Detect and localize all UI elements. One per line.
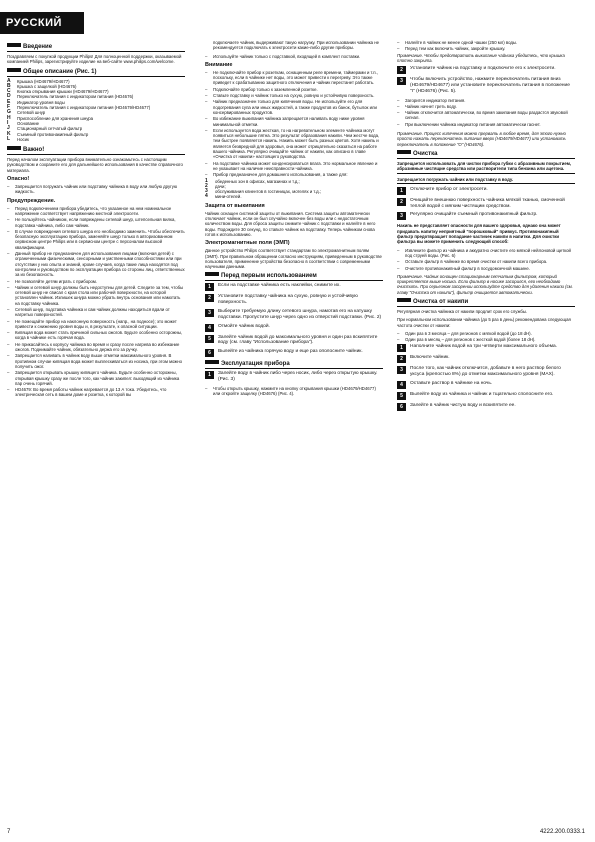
step-item [397,77,575,94]
step-text: Регулярно очищайте съемный противонакипный фильтр. [410,212,538,218]
item-key: 2 [205,182,208,189]
bullet-item [205,172,383,177]
step-number: 6 [397,403,406,411]
using-list [205,386,383,397]
bullet-item [7,251,185,277]
step-item [205,324,383,332]
step-text: Оставьте раствор в чайнике на ночь. [410,381,493,387]
cleaning-steps [397,187,575,221]
step-item [397,187,575,195]
step-text: Отключите прибор от электросети. [410,186,488,192]
section-descaling-title: Очистка от накипи [397,298,575,307]
bullet-text: Перед подключением прибора убедитесь, что указанное на нем номинальное напряжение соответствует напряжению местной электросети. [15,205,172,216]
bullet-item [205,99,383,115]
bullet-text: Один раз в 3 месяца – для регионов с мягкой водой (до 18 dH). [405,330,532,336]
step-number: 3 [397,212,406,220]
step-number: 1 [397,187,406,195]
bullet-text: Чайник предназначен только для кипячения воды. Не используйте его для подогревания супа или иных жидкостей, а также продуктов из банок, бутылок или консервированных продуктов. [213,99,377,115]
descaling-list [397,331,575,343]
bullet-item [397,46,575,51]
step-number: 1 [397,344,406,352]
step-item [205,371,383,383]
bullet-item [205,93,383,98]
step-number: 4 [397,381,406,389]
bullet-item [205,128,383,160]
step-text: Установите подставку чайника на сухую, ровную и устойчивую поверхность. [218,294,358,306]
item-text: Носик [17,136,29,142]
step-text: Вылейте воду из чайника и чайник и тщательно сполосните его. [410,392,554,398]
run-list [397,98,575,127]
bullet-item [397,98,575,103]
bullet-text: Кипящая вода может стать причиной сильных ожогов. Будьте особенно осторожны, когда в чайнике есть горячая вода. [15,330,183,341]
step-text: Выберите требуемую длину сетевого шнура, намотав его на катушку подставки. Пропустите шнур через одно из отверстий подставки. (Рис. 2) [218,308,382,320]
bullet-text: Чайник начнет греть воду. [405,103,457,109]
step-item [397,403,575,411]
bullet-mark: – [7,318,10,324]
language-tab: РУССКИЙ [0,12,84,34]
step-item [205,309,383,321]
bullet-text: Чтобы открыть крышку, нажмите на кнопку открывания крышки (HD4679/HD4677) или откройте защелку (HD4676) (Рис. 4). [213,385,376,397]
bullet-text: Если используется вода жесткая, то на нагревательном элементе чайника могут появиться небольшие пятна. Это результат образования накипи. Чем жестче вода, тем быстрее появляется накипь. Накипь может быть разных цветов. Хотя накипь и является безвредной для здоровья, она может отрицательно сказаться на работе вашего чайника. Регулярно очищайте чайник от накипи, как описано в главе «Очистка от накипи» настоящего руководства. [213,127,380,160]
bullet-item [7,285,185,306]
cleaning-warning-2: Запрещается погружать чайник или подставку в воду. [397,177,575,184]
bullet-mark: – [7,330,10,336]
item-key: F [7,104,11,111]
step-number: 2 [397,198,406,206]
bullet-mark: – [205,160,208,166]
section-important-title: Важно! [7,146,185,155]
cleaning-warning-1: Запрещается использовать для чистки прибора губки с абразивным покрытием, абразивные чистящие средства или растворители типа бензина или ацетона. [397,161,575,174]
bullet-item [397,331,575,336]
bullet-mark: – [397,330,400,336]
item-key: I [7,119,9,126]
section-cleaning-title: Очистка [397,150,575,159]
bullet-item [205,70,383,86]
bullet-text: Во избежание выкипания чайника запрещается наливать воду ниже уровня минимальной отметки. [213,116,365,127]
bullet-text: Прибор предназначен для домашнего использования, а также для: [213,172,348,178]
danger-list [7,184,185,195]
bullet-text: Подключайте прибор только к заземленной розетке. [213,86,318,92]
bullet-item [205,116,383,127]
section-using-title: Эксплуатация прибора [205,360,383,369]
bullet-text: В случае повреждения сетевого шнура его необходимо заменить. Чтобы обеспечить безопасную эксплуатацию прибора, заменяйте шнур только в авторизованном сервисном центре Philips или в сервисном центре с персоналом высокой квалификации. [15,228,185,250]
bullet-item [7,184,185,195]
labeled-item [7,137,185,142]
important-text: Перед началом эксплуатации прибора внимательно ознакомьтесь с настоящим руководством и сохраните его для дальнейшего использования в качестве справочного материала. [7,157,183,173]
bullet-text: На подставке чайника может конденсироваться влага. Это нормальное явление и не указывает на наличие неисправности чайника. [213,160,378,171]
bullet-item [205,161,383,172]
bullet-text: Ставьте подставку и чайник только на сухую, ровную и устойчивую поверхность. [213,93,375,99]
bullet-mark: – [7,353,10,359]
step-item [205,294,383,306]
bullet-item [7,370,185,386]
bullet-item [397,248,575,259]
continued-list [205,54,383,59]
protection-title: Защита от выкипания [205,202,265,209]
step-text: После того, как чайник отключится, добавьте в него раствор белого уксуса (крепостью 8%) до отметки максимального уровня (MAX). [410,366,561,378]
step-number: 3 [397,366,406,374]
item-key: 4 [205,193,208,200]
bullet-item [397,259,575,264]
bullet-mark: – [205,93,208,99]
step-text: Установите чайник на подставку и подключите его к электросети. [410,66,556,72]
bullet-mark: – [7,251,10,257]
item-key: E [7,98,11,105]
bullet-item [7,353,185,369]
bullet-text: Чайник отключится автоматически, во время закипания воды раздастся звуковой сигнал. [405,110,568,121]
step-text: Залейте воду в чайник либо через носик, либо через открытую крышку. (Рис. 3) [218,371,378,382]
filter-list [397,248,575,271]
item-text: Переключатель питания с индикатором питания (HD4676) [17,94,134,100]
using-steps [205,371,383,383]
section-before-title: Перед первым использованием [205,272,383,281]
emf-text: Данное устройство Philips соответствует стандартам по электромагнитным полям (ЭМП). При правильном обращении согласно инструкциям, приведенным в руководстве пользователя, применение устройства безопасно в соответствии с современными научными данными. [205,248,382,270]
bullet-mark: – [397,265,400,271]
bullet-mark: – [205,385,208,391]
continued-text: подключаете чайник, выдерживают такую нагрузку. При использовании чайника не рекомендуется подключать к электросети какие-либо другие приборы. [213,40,380,51]
emf-title: Электромагнитные поля (ЭМП) [205,240,290,247]
bullet-item [397,104,575,109]
item-text: Переключатель питания с индикатором питания (HD4679/HD4677) [17,105,151,111]
bullet-mark: – [7,306,10,312]
bullet-text: Не позволяйте детям играть с прибором. [15,278,98,284]
step-item [397,366,575,378]
step-number: 2 [397,355,406,363]
step-item [205,349,383,357]
bullet-mark: – [7,387,10,393]
item-text: Съемный противонакипный фильтр [17,131,89,137]
bullet-mark: – [205,69,208,75]
bullet-text: Используйте чайник только с подставкой, входящей в комплект поставки. [213,53,361,59]
bullet-text: Не пользуйтесь чайником, если повреждены сетевой шнур, штепсельная вилка, подставка чайника, либо сам чайник. [15,217,176,228]
bullet-item [397,122,575,127]
step-item [205,283,383,291]
before-steps [205,283,383,357]
bullet-text: Запрещается наливать в чайник воду выше отметки максимального уровня. В противном случае кипящая вода может выплескиваться из носика, при этом можно получить ожог. [15,353,183,369]
item-key: 1 [205,177,208,184]
bullet-item [7,307,185,318]
item-key: D [7,93,11,100]
note-3: Примечание. Чайник оснащен стационарным сетчатым фильтром, который прикрепляется выше носика. Если фильтр в носике засорился, его необходимо очистить. При серьезном засорении используйте средство для удаления накипи (см. главу "Очистка от накипи"), фильтр очищается автоматически. [397,273,573,295]
step-number: 5 [205,335,214,343]
bullet-item [397,40,575,45]
filter-text: Накипь не представляет опасности для вашего здоровья, однако она может придавать напитку неприятный "порошковый" привкус. Противонакипный фильтр предотвращает попадание частичек накипи в напитки. Для очистки фильтра вы можете применить следующий способ: [397,223,561,245]
item-text: Кнопка открывания крышки (HD4679/HD4677) [17,89,109,95]
bullet-mark: – [7,278,10,284]
step-text: Залейте в чайник чистую воду и вскипятите ее. [410,403,516,409]
bullet-text: Перед тем как включить чайник, закройте крышку. [405,46,506,52]
bullet-mark: – [397,40,400,45]
bullet-item [7,206,185,217]
bullet-mark: – [7,205,10,211]
item-text: дачи; [215,183,226,189]
bullet-item [205,386,383,397]
step-text: Чтобы включить устройство, нажмите переключатель питания вниз (HD4679/HD4677) или установите переключатель питания в положение "I" (HD4676) (Рис. 5). [410,77,570,94]
item-text: Стационарный сетчатый фильтр [17,126,83,132]
bullet-text: HD4679: Во время работы чайник нагревается до 13 А тока. Убедитесь, что электрическая сеть в вашем доме и розетка, к которой вы [15,387,167,398]
bullet-mark: – [7,341,10,347]
bullet-mark: – [205,53,208,59]
bullet-mark: – [397,97,400,103]
step-item [397,355,575,363]
bullet-mark: – [397,46,400,52]
caution-list [205,70,383,178]
item-key: B [7,82,11,89]
bullet-mark: – [397,103,400,109]
item-text: Крышка с защелкой (HD4676) [17,83,77,89]
bullet-item [7,229,185,250]
step-text: Наполните чайник водой на три четверти максимального объема. [410,344,558,350]
bullet-mark: – [205,116,208,122]
descaling-steps [397,344,575,411]
protection-text: Чайник оснащен системой защиты от выкипания. Система защиты автоматически отключает чайник, если он был случайно включен без воды или с недостаточным количеством воды. Для сброса защиты снимите чайник с подставки и налейте в него воды. Подождите 30 секунд, по ставьте чайник на подставку. Теперь чайником снова готов к использованию. [205,210,376,237]
warning-list [7,206,185,398]
bullet-item [7,279,185,284]
bullet-mark: – [397,247,400,253]
bullet-item [397,337,575,342]
item-key: L [7,135,11,142]
document-code: 4222.200.0333.1 [539,829,585,835]
bullet-mark: – [397,337,400,343]
note-1: Примечание. Чтобы предотвратить выкипание чайника убедитесь, что крышка плотно закрыта. [397,52,565,63]
step-number: 3 [205,309,214,317]
step-text: Отмойте чайник водой. [218,323,270,329]
bullet-item [205,54,383,59]
bullet-text: При выключении чайника индикатор питания автоматически гаснет. [405,121,541,127]
bullet-mark: – [7,228,10,234]
step-number: 1 [205,371,214,379]
bullet-mark: – [205,99,208,105]
steps-a [397,66,575,94]
bullet-mark: – [397,259,400,265]
bullet-mark: – [7,217,10,223]
top-list [397,40,575,52]
item-key: A [7,77,11,84]
step-text: Включите чайник. [410,355,450,361]
bullet-item [7,330,185,341]
column-1 [7,40,185,830]
bullet-text: Не подключайте прибор к розеткам, оснащенным реле времени, таймерами и т.п., поскольку, если в чайнике нет воды, это может привести к перегреву. Это также приведет к срабатыванию защитного отключения и чайник перестанет работать. [213,69,378,86]
parts-list [7,79,185,143]
bullet-text: Налейте в чайник не менее одной чашки (250 мл) воды. [405,40,518,45]
note-2: Примечание. Процесс кипячения можно прервать в любое время, для этого нужно просто нажать переключатель питания вверх (HD4679/HD4677) или установить переключатель в положение "O" (HD4676). [397,131,566,147]
bullet-text: Сетевой шнур, подставка чайника и сам чайник должны находиться вдали от нагретых поверхностей. [15,306,170,318]
bullet-text: Извлеките фильтр из чайника и аккуратно очистите его мягкой нейлоновой щеткой под струей воды. (Рис. 6) [405,247,571,258]
section-intro-title: Введение [7,43,185,52]
bullet-text: Очистите противонакипный фильтр в посудомоечной машине. [405,265,530,271]
step-number: 6 [205,349,214,357]
step-text: Залейте чайник водой до максимального уровня и один раз вскипятите воду (см. главу "Использование прибора"). [218,334,378,346]
bullet-mark: – [7,370,10,376]
bullet-mark: – [397,121,400,127]
bullet-mark: – [7,284,10,290]
use-list [205,179,383,200]
item-text: Индикатор уровня воды [17,99,65,105]
danger-title: Опасно! [7,176,30,183]
caution-title: Внимание [205,61,233,68]
step-number: 5 [397,392,406,400]
step-number: 1 [205,283,214,291]
bullet-mark: – [205,127,208,133]
bullet-mark: – [397,110,400,116]
item-key: 3 [205,188,208,195]
labeled-item [205,194,383,199]
section-overview-title: Общее описание (Рис. 1) [7,68,185,77]
bullet-text: Чайник и сетевой шнур должны быть недоступны для детей. Следите за тем, чтобы сетевой шнур не свисал с края стола или рабочей поверхности, на которой установлен чайник. Излишек шнура можно убрать внутрь основания или намотать на подставку чайника. [15,284,184,306]
step-text: Вылейте из чайника горячую воду и еще раз ополосните чайник. [218,349,363,355]
item-text: Приспособление для хранения шнура [17,115,94,121]
item-key: C [7,88,11,95]
item-key: G [7,109,11,116]
bullet-text: Не помещайте прибор на наклонную поверхность (напр., на подносе); это может привести к снижению уровня воды и, в результате, к опасной ситуации. [15,318,177,329]
column-3 [397,40,575,830]
item-key: K [7,130,11,137]
bullet-item [7,387,185,398]
bullet-text: Загорится индикатор питания. [405,97,466,103]
bullet-text: Запрещается открывать крышку кипящего чайника. Будьте особенно осторожны, открывая крышку сразу же после того, как чайник закипел: выходящий из чайника пар очень горячий. [15,370,180,386]
bullet-mark: – [205,86,208,92]
intro-text: Поздравляем с покупкой продукции Philips! Для полноценной поддержки, оказываемой компанией Philips, зарегистрируйте изделие на веб-сайте www.philips.com/welcome. [7,54,182,65]
step-text: Если на подставке чайника есть наклейки, снимите их. [218,283,341,289]
bullet-text: Данный прибор не предназначен для использования лицами (включая детей) с ограниченными физическими, сенсорными и умственными способностями или при отсутствии у них опыта и знаний, кроме случаев, когда такие лица находятся под контролем и руководством по эксплуатации прибора со стороны лиц, ответственных за их безопасность. [15,251,185,278]
warning-title: Предупреждение. [7,197,56,204]
bullet-item [7,217,185,228]
bullet-item [7,319,185,330]
step-item [205,335,383,347]
step-item [397,66,575,74]
item-text: Крышка (HD4679/HD4677) [17,78,70,84]
bullet-item [205,87,383,92]
step-item [397,212,575,220]
step-number: 2 [397,66,406,74]
bullet-item [397,110,575,121]
item-key: J [7,125,10,132]
bullet-item [7,342,185,353]
bullet-text: Один раз в месяц – для регионов с жесткой водой (более 18 dH). [405,337,536,343]
item-text: мини-отелей. [215,194,242,200]
step-text: Очищайте внешнюю поверхность чайника мягкой тканью, смоченной теплой водой с мягким чистящим средством. [410,197,565,209]
step-number: 3 [397,77,406,85]
descaling-text-2: При нормальном использовании чайника (до 5 раз в день) рекомендована следующая частота очистки от накипи: [397,317,571,328]
bullet-item [397,266,575,271]
item-text: обеденных зон в офисах, магазинах и т.д.; [215,178,300,184]
page-number: 7 [7,829,11,835]
descaling-text-1: Регулярная очистка чайника от накипи продлит срок его службы. [397,309,528,314]
step-item [397,344,575,352]
bullet-text: Запрещается погружать чайник или подставку чайника в воду или любую другую жидкость. [15,184,178,195]
step-item [397,392,575,400]
item-text: Основание [17,120,40,126]
bullet-mark: – [7,184,10,190]
bullet-text: Не прикасайтесь к корпусу чайника во время и сразу после нагрева во избежание ожогов. Поднимайте чайник, обязательно держа его за ручку. [15,341,180,353]
step-item [397,198,575,210]
step-number: 4 [205,324,214,332]
step-number: 2 [205,294,214,302]
item-text: Сетевой шнур [17,110,46,116]
bullet-text: Оставьте фильтр в чайнике во время очистки от накипи всего прибора. [405,259,548,265]
item-text: обслуживания клиентов в гостиницах, мотелях и т.д.; [215,189,322,195]
column-2 [205,40,383,830]
step-item [397,381,575,389]
item-key: H [7,114,11,121]
bullet-mark: – [205,172,208,178]
